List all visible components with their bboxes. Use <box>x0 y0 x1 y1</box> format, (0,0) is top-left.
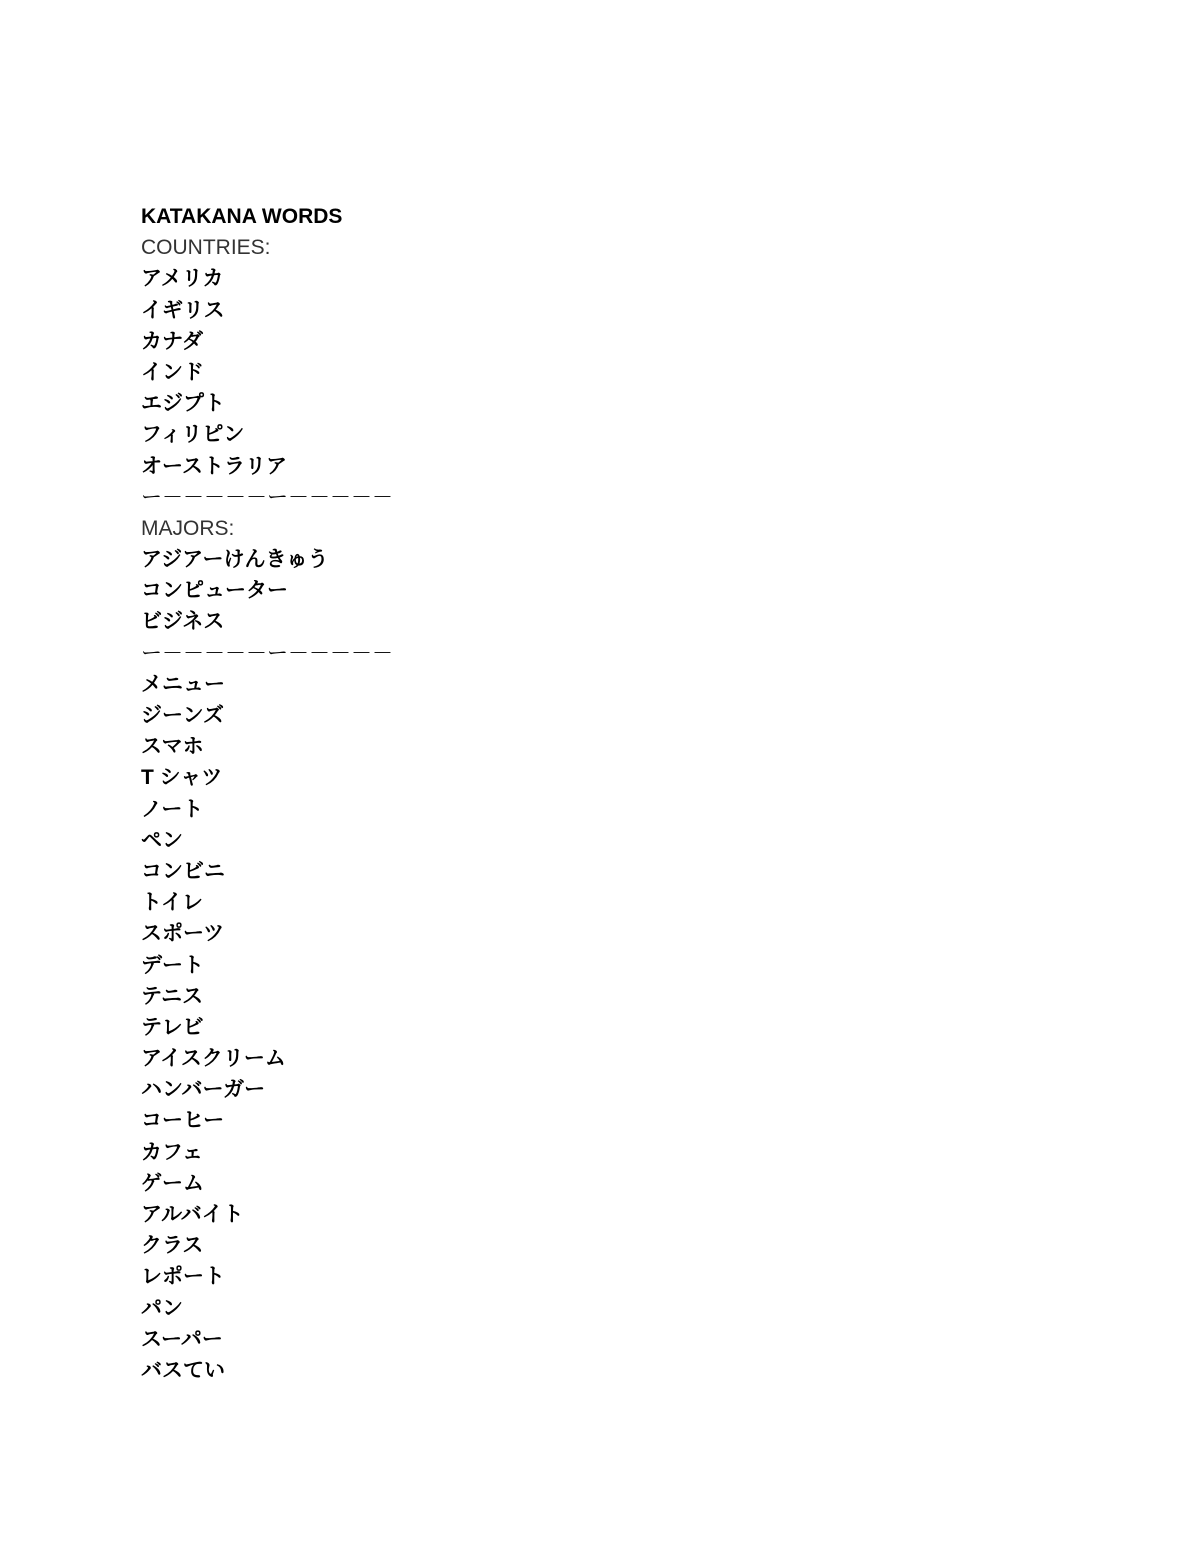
vocab-word: ゲーム <box>141 1171 204 1195</box>
vocab-word: T シャツ <box>141 766 223 790</box>
major-word: コンピューター <box>141 579 288 603</box>
major-word: ビジネス <box>141 610 225 634</box>
vocab-word: クラス <box>141 1234 204 1258</box>
country-word: アメリカ <box>141 267 224 291</box>
country-word: インド <box>141 360 204 384</box>
country-word: フィリピン <box>141 423 245 447</box>
vocab-word: アルバイト <box>141 1203 244 1226</box>
vocab-word: バスてい <box>141 1358 225 1382</box>
vocab-word: ハンバーガー <box>141 1078 266 1102</box>
vocab-word: カフェ <box>141 1140 203 1164</box>
vocab-word: スーパー <box>141 1327 223 1351</box>
vocab-word: スマホ <box>141 735 204 759</box>
vocab-word: スポーツ <box>141 922 225 946</box>
vocab-word: ペン <box>141 828 183 852</box>
country-word: エジプト <box>141 392 225 416</box>
vocab-word: メニュー <box>141 672 225 696</box>
document-body <box>141 201 841 1386</box>
vocab-word: デート <box>141 953 204 977</box>
vocab-word: レポート <box>141 1265 225 1289</box>
vocab-word: アイスクリーム <box>141 1047 286 1071</box>
vocab-word: パン <box>141 1296 183 1320</box>
vocab-word: トイレ <box>141 891 203 915</box>
document-title: KATAKANA WORDS <box>141 205 343 228</box>
country-word: カナダ <box>141 329 203 353</box>
major-word: アジアーけんきゅう <box>141 548 329 572</box>
country-word: オーストラリア <box>141 454 287 478</box>
vocab-word: テニス <box>141 984 204 1008</box>
vocab-word: ジーンズ <box>141 704 224 727</box>
countries-heading: COUNTRIES: <box>141 236 271 260</box>
vocab-word: テレビ <box>141 1015 204 1039</box>
dash-separator: ー－－－－－ー－－－－－ <box>141 485 393 509</box>
dash-separator: ー－－－－－ー－－－－－ <box>141 641 393 665</box>
majors-heading: MAJORS: <box>141 516 235 540</box>
vocab-word: ノート <box>141 797 204 821</box>
country-word: イギリス <box>141 298 225 322</box>
vocab-word: コーヒー <box>141 1109 225 1133</box>
vocab-word: コンビニ <box>141 859 225 883</box>
